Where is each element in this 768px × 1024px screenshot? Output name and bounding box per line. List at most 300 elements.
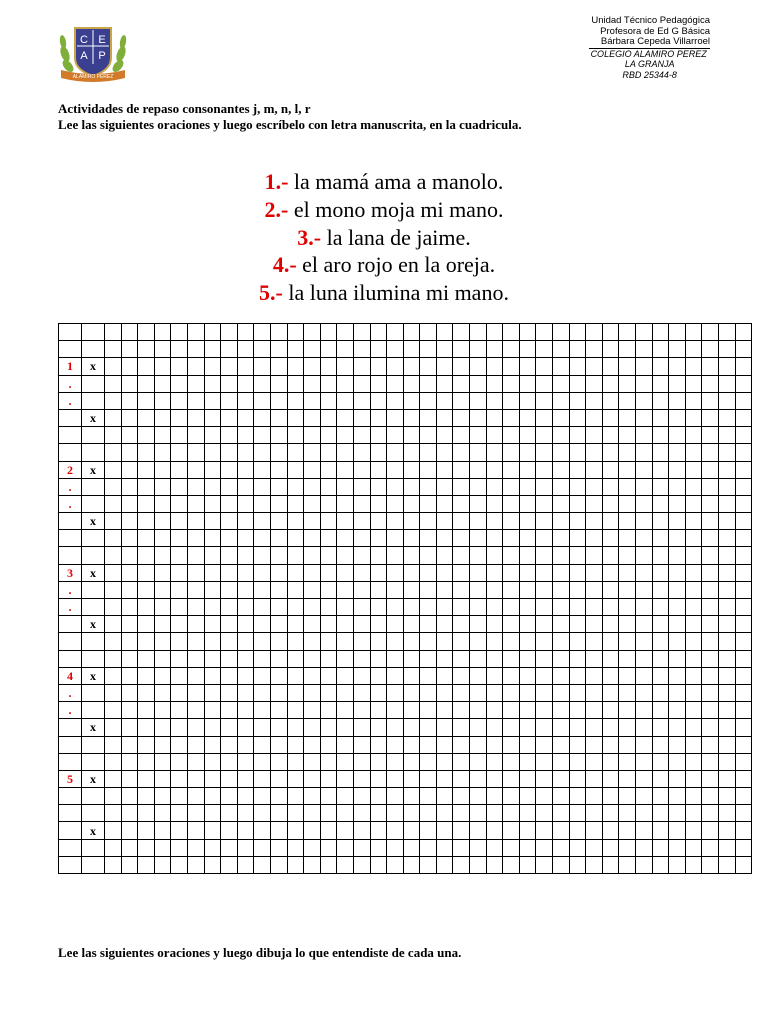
grid-cell xyxy=(569,684,586,701)
grid-cell xyxy=(436,444,453,461)
grid-cell xyxy=(569,599,586,616)
grid-cell xyxy=(82,392,105,409)
grid-cell xyxy=(735,409,752,426)
grid-cell xyxy=(204,599,221,616)
grid-cell xyxy=(105,461,122,478)
grid-cell xyxy=(287,409,304,426)
grid-cell xyxy=(718,736,735,753)
grid-cell xyxy=(370,719,387,736)
grid-cell xyxy=(138,375,155,392)
grid-cell xyxy=(337,856,354,873)
grid-cell xyxy=(287,564,304,581)
grid-cell xyxy=(735,427,752,444)
grid-cell xyxy=(121,770,138,787)
grid-cell xyxy=(187,341,204,358)
grid-cell xyxy=(138,547,155,564)
grid-cell xyxy=(669,341,686,358)
grid-cell xyxy=(420,392,437,409)
grid-cell xyxy=(154,770,171,787)
grid-cell xyxy=(453,736,470,753)
grid-cell xyxy=(470,581,487,598)
grid-cell xyxy=(221,719,238,736)
grid-cell xyxy=(685,702,702,719)
grid-cell xyxy=(735,513,752,530)
grid-cell xyxy=(636,736,653,753)
grid-cell xyxy=(486,650,503,667)
grid-cell xyxy=(636,684,653,701)
grid-cell xyxy=(636,547,653,564)
grid-cell xyxy=(553,702,570,719)
grid-cell xyxy=(221,495,238,512)
grid-cell xyxy=(503,375,520,392)
grid-cell xyxy=(337,616,354,633)
grid-cell xyxy=(453,788,470,805)
grid-cell xyxy=(154,839,171,856)
grid-cell xyxy=(436,530,453,547)
grid-cell xyxy=(204,358,221,375)
grid-cell xyxy=(420,341,437,358)
grid-cell xyxy=(619,495,636,512)
grid-cell xyxy=(320,564,337,581)
grid-cell xyxy=(569,375,586,392)
grid-cell xyxy=(287,736,304,753)
grid-cell xyxy=(387,633,404,650)
grid-cell xyxy=(636,633,653,650)
grid-cell xyxy=(287,375,304,392)
grid-cell xyxy=(602,375,619,392)
grid-cell xyxy=(602,616,619,633)
header-school-name: COLEGIO ALAMIRO PEREZ xyxy=(589,48,710,60)
grid-cell xyxy=(420,788,437,805)
grid-cell xyxy=(602,392,619,409)
grid-cell xyxy=(403,650,420,667)
grid-cell xyxy=(735,805,752,822)
grid-cell xyxy=(569,770,586,787)
grid-cell xyxy=(121,564,138,581)
grid-cell xyxy=(254,702,271,719)
grid-cell-mark: . xyxy=(59,478,82,495)
grid-cell xyxy=(254,839,271,856)
grid-cell xyxy=(254,444,271,461)
grid-cell xyxy=(204,736,221,753)
grid-cell xyxy=(221,736,238,753)
grid-cell xyxy=(204,375,221,392)
grid-cell xyxy=(586,324,603,341)
grid-cell xyxy=(370,633,387,650)
grid-cell xyxy=(586,461,603,478)
grid-cell xyxy=(536,856,553,873)
grid-cell xyxy=(486,341,503,358)
grid-cell xyxy=(453,633,470,650)
grid-cell xyxy=(320,478,337,495)
grid-cell xyxy=(602,427,619,444)
grid-cell xyxy=(171,392,188,409)
grid-cell xyxy=(569,564,586,581)
grid-cell xyxy=(237,547,254,564)
grid-cell xyxy=(171,599,188,616)
grid-cell xyxy=(486,478,503,495)
grid-cell xyxy=(669,444,686,461)
grid-cell xyxy=(82,427,105,444)
grid-cell xyxy=(221,392,238,409)
grid-cell xyxy=(586,736,603,753)
grid-cell xyxy=(370,856,387,873)
grid-cell xyxy=(718,650,735,667)
grid-cell xyxy=(287,702,304,719)
grid-cell xyxy=(519,375,536,392)
grid-cell xyxy=(254,392,271,409)
grid-cell xyxy=(187,684,204,701)
grid-cell xyxy=(287,839,304,856)
crest-letter-a: A xyxy=(80,50,88,62)
grid-cell xyxy=(138,753,155,770)
grid-cell xyxy=(187,805,204,822)
grid-cell-mark: . xyxy=(59,392,82,409)
grid-cell xyxy=(121,616,138,633)
grid-cell xyxy=(387,478,404,495)
grid-cell xyxy=(636,581,653,598)
grid-cell xyxy=(337,427,354,444)
grid-cell xyxy=(138,856,155,873)
grid-cell xyxy=(270,616,287,633)
grid-cell xyxy=(304,581,321,598)
grid-cell xyxy=(420,839,437,856)
grid-cell xyxy=(619,633,636,650)
grid-cell xyxy=(337,719,354,736)
grid-cell xyxy=(387,547,404,564)
grid-cell xyxy=(470,513,487,530)
grid-cell xyxy=(403,341,420,358)
grid-cell xyxy=(287,444,304,461)
grid-cell xyxy=(553,822,570,839)
grid-cell xyxy=(121,633,138,650)
grid-cell xyxy=(337,444,354,461)
grid-cell xyxy=(59,719,82,736)
grid-cell xyxy=(685,856,702,873)
header-department: Unidad Técnico Pedagógica xyxy=(591,15,710,26)
grid-cell xyxy=(453,770,470,787)
grid-cell xyxy=(685,822,702,839)
grid-cell xyxy=(486,444,503,461)
grid-cell xyxy=(387,564,404,581)
grid-cell xyxy=(353,513,370,530)
grid-cell xyxy=(237,839,254,856)
grid-cell xyxy=(403,427,420,444)
grid-cell xyxy=(436,495,453,512)
grid-cell xyxy=(154,324,171,341)
grid-cell xyxy=(669,633,686,650)
grid-cell xyxy=(453,599,470,616)
grid-cell xyxy=(486,375,503,392)
grid-cell xyxy=(702,839,719,856)
grid-cell xyxy=(82,341,105,358)
grid-cell xyxy=(718,461,735,478)
school-header xyxy=(591,16,710,80)
grid-cell xyxy=(718,753,735,770)
grid-cell xyxy=(337,650,354,667)
grid-cell xyxy=(536,770,553,787)
grid-cell xyxy=(470,650,487,667)
grid-cell xyxy=(553,719,570,736)
grid-cell xyxy=(154,530,171,547)
grid-cell xyxy=(171,788,188,805)
grid-cell xyxy=(138,822,155,839)
grid-cell xyxy=(287,719,304,736)
grid-cell xyxy=(270,753,287,770)
grid-cell xyxy=(154,513,171,530)
grid-cell xyxy=(619,753,636,770)
grid-cell xyxy=(59,736,82,753)
grid-cell xyxy=(553,616,570,633)
grid-cell xyxy=(470,564,487,581)
grid-cell xyxy=(553,581,570,598)
grid-cell xyxy=(204,719,221,736)
grid-cell xyxy=(685,392,702,409)
grid-cell xyxy=(702,478,719,495)
grid-cell xyxy=(287,770,304,787)
grid-cell xyxy=(337,409,354,426)
grid-cell xyxy=(138,341,155,358)
grid-cell xyxy=(270,341,287,358)
grid-cell xyxy=(470,788,487,805)
grid-cell xyxy=(187,581,204,598)
grid-cell xyxy=(503,392,520,409)
grid-cell xyxy=(735,392,752,409)
grid-cell xyxy=(59,650,82,667)
grid-cell xyxy=(353,409,370,426)
grid-cell xyxy=(735,581,752,598)
grid-cell xyxy=(370,650,387,667)
grid-cell xyxy=(237,599,254,616)
grid-cell xyxy=(237,427,254,444)
grid-cell xyxy=(387,736,404,753)
grid-cell xyxy=(370,788,387,805)
grid-cell xyxy=(718,375,735,392)
grid-cell xyxy=(270,822,287,839)
grid-cell xyxy=(187,736,204,753)
grid-cell xyxy=(718,788,735,805)
grid-cell xyxy=(519,444,536,461)
grid-cell xyxy=(436,650,453,667)
grid-cell xyxy=(553,753,570,770)
grid-cell xyxy=(353,324,370,341)
grid-cell xyxy=(586,839,603,856)
grid-cell xyxy=(304,667,321,684)
grid-cell xyxy=(82,581,105,598)
grid-cell xyxy=(536,392,553,409)
grid-cell-mark: . xyxy=(59,581,82,598)
grid-cell xyxy=(387,513,404,530)
grid-cell xyxy=(718,427,735,444)
grid-cell xyxy=(619,358,636,375)
grid-cell xyxy=(553,513,570,530)
grid-cell xyxy=(586,702,603,719)
grid-cell xyxy=(171,805,188,822)
grid-cell xyxy=(453,564,470,581)
grid-cell xyxy=(353,770,370,787)
grid-cell xyxy=(685,805,702,822)
grid-cell xyxy=(403,444,420,461)
grid-cell xyxy=(187,650,204,667)
grid-cell xyxy=(370,444,387,461)
grid-cell xyxy=(619,375,636,392)
grid-cell xyxy=(221,839,238,856)
grid-cell xyxy=(304,788,321,805)
grid-cell xyxy=(353,616,370,633)
grid-cell xyxy=(436,616,453,633)
grid-cell xyxy=(436,375,453,392)
grid-cell xyxy=(187,513,204,530)
grid-cell xyxy=(536,581,553,598)
grid-cell xyxy=(519,564,536,581)
grid-cell xyxy=(304,770,321,787)
grid-cell xyxy=(619,822,636,839)
sentence-number: 4.- xyxy=(272,252,297,278)
grid-cell xyxy=(105,736,122,753)
grid-cell xyxy=(420,358,437,375)
grid-cell xyxy=(287,324,304,341)
grid-cell xyxy=(470,341,487,358)
grid-cell xyxy=(320,324,337,341)
grid-cell xyxy=(735,547,752,564)
grid-cell xyxy=(387,581,404,598)
grid-cell xyxy=(171,736,188,753)
grid-cell xyxy=(337,513,354,530)
grid-cell xyxy=(254,375,271,392)
grid-cell xyxy=(718,341,735,358)
grid-cell xyxy=(519,513,536,530)
grid-cell xyxy=(420,530,437,547)
grid-cell xyxy=(204,616,221,633)
grid-cell xyxy=(602,444,619,461)
grid-cell xyxy=(602,513,619,530)
grid-cell xyxy=(403,805,420,822)
grid-cell xyxy=(254,753,271,770)
grid-cell xyxy=(171,753,188,770)
grid-cell xyxy=(320,616,337,633)
grid-cell xyxy=(237,616,254,633)
grid-cell xyxy=(553,341,570,358)
grid-cell xyxy=(685,341,702,358)
grid-cell xyxy=(519,770,536,787)
grid-cell xyxy=(320,667,337,684)
grid-cell xyxy=(586,616,603,633)
grid-cell xyxy=(519,495,536,512)
grid-cell xyxy=(187,770,204,787)
grid-cell xyxy=(320,839,337,856)
grid-cell xyxy=(237,495,254,512)
grid-cell xyxy=(287,478,304,495)
grid-cell xyxy=(685,667,702,684)
grid-cell xyxy=(82,702,105,719)
grid-cell xyxy=(387,409,404,426)
grid-cell xyxy=(685,547,702,564)
grid-cell xyxy=(270,581,287,598)
grid-cell xyxy=(636,770,653,787)
grid-cell xyxy=(370,409,387,426)
grid-cell xyxy=(536,599,553,616)
grid-cell xyxy=(619,616,636,633)
grid-cell xyxy=(105,822,122,839)
grid-cell xyxy=(105,513,122,530)
grid-cell xyxy=(59,856,82,873)
grid-cell xyxy=(270,633,287,650)
grid-row xyxy=(59,702,752,719)
grid-cell xyxy=(270,513,287,530)
writing-grid xyxy=(58,323,752,874)
grid-cell xyxy=(337,633,354,650)
grid-row xyxy=(59,822,752,839)
grid-cell xyxy=(652,461,669,478)
grid-cell xyxy=(370,736,387,753)
grid-cell xyxy=(735,788,752,805)
grid-cell xyxy=(337,753,354,770)
grid-cell xyxy=(503,702,520,719)
grid-cell xyxy=(718,530,735,547)
grid-cell xyxy=(619,667,636,684)
grid-cell xyxy=(287,856,304,873)
grid-cell xyxy=(171,409,188,426)
grid-cell xyxy=(519,530,536,547)
grid-cell xyxy=(486,805,503,822)
grid-cell xyxy=(586,719,603,736)
grid-cell xyxy=(221,478,238,495)
grid-cell xyxy=(453,444,470,461)
grid-cell xyxy=(586,547,603,564)
grid-cell xyxy=(636,856,653,873)
grid-cell xyxy=(121,461,138,478)
grid-cell xyxy=(453,805,470,822)
grid-cell xyxy=(138,461,155,478)
grid-cell xyxy=(718,581,735,598)
grid-cell xyxy=(420,599,437,616)
grid-cell xyxy=(652,530,669,547)
grid-cell xyxy=(669,547,686,564)
grid-cell xyxy=(536,564,553,581)
grid-cell xyxy=(453,719,470,736)
grid-cell xyxy=(702,530,719,547)
grid-cell xyxy=(586,427,603,444)
grid-cell xyxy=(519,633,536,650)
grid-cell xyxy=(453,822,470,839)
grid-cell xyxy=(503,409,520,426)
grid-cell xyxy=(553,564,570,581)
grid-cell xyxy=(237,633,254,650)
grid-cell xyxy=(602,633,619,650)
grid-cell xyxy=(287,633,304,650)
grid-cell xyxy=(403,324,420,341)
grid-row xyxy=(59,788,752,805)
grid-cell xyxy=(320,856,337,873)
grid-cell xyxy=(403,581,420,598)
grid-cell xyxy=(652,513,669,530)
grid-cell xyxy=(304,409,321,426)
grid-cell xyxy=(304,530,321,547)
grid-cell xyxy=(270,324,287,341)
activity-title xyxy=(58,101,522,133)
grid-cell xyxy=(420,427,437,444)
grid-cell xyxy=(453,324,470,341)
grid-cell xyxy=(287,822,304,839)
grid-cell xyxy=(154,461,171,478)
grid-cell xyxy=(436,324,453,341)
grid-cell xyxy=(59,805,82,822)
grid-cell xyxy=(304,719,321,736)
grid-cell xyxy=(337,392,354,409)
grid-cell xyxy=(121,324,138,341)
grid-cell xyxy=(187,753,204,770)
grid-cell xyxy=(503,341,520,358)
